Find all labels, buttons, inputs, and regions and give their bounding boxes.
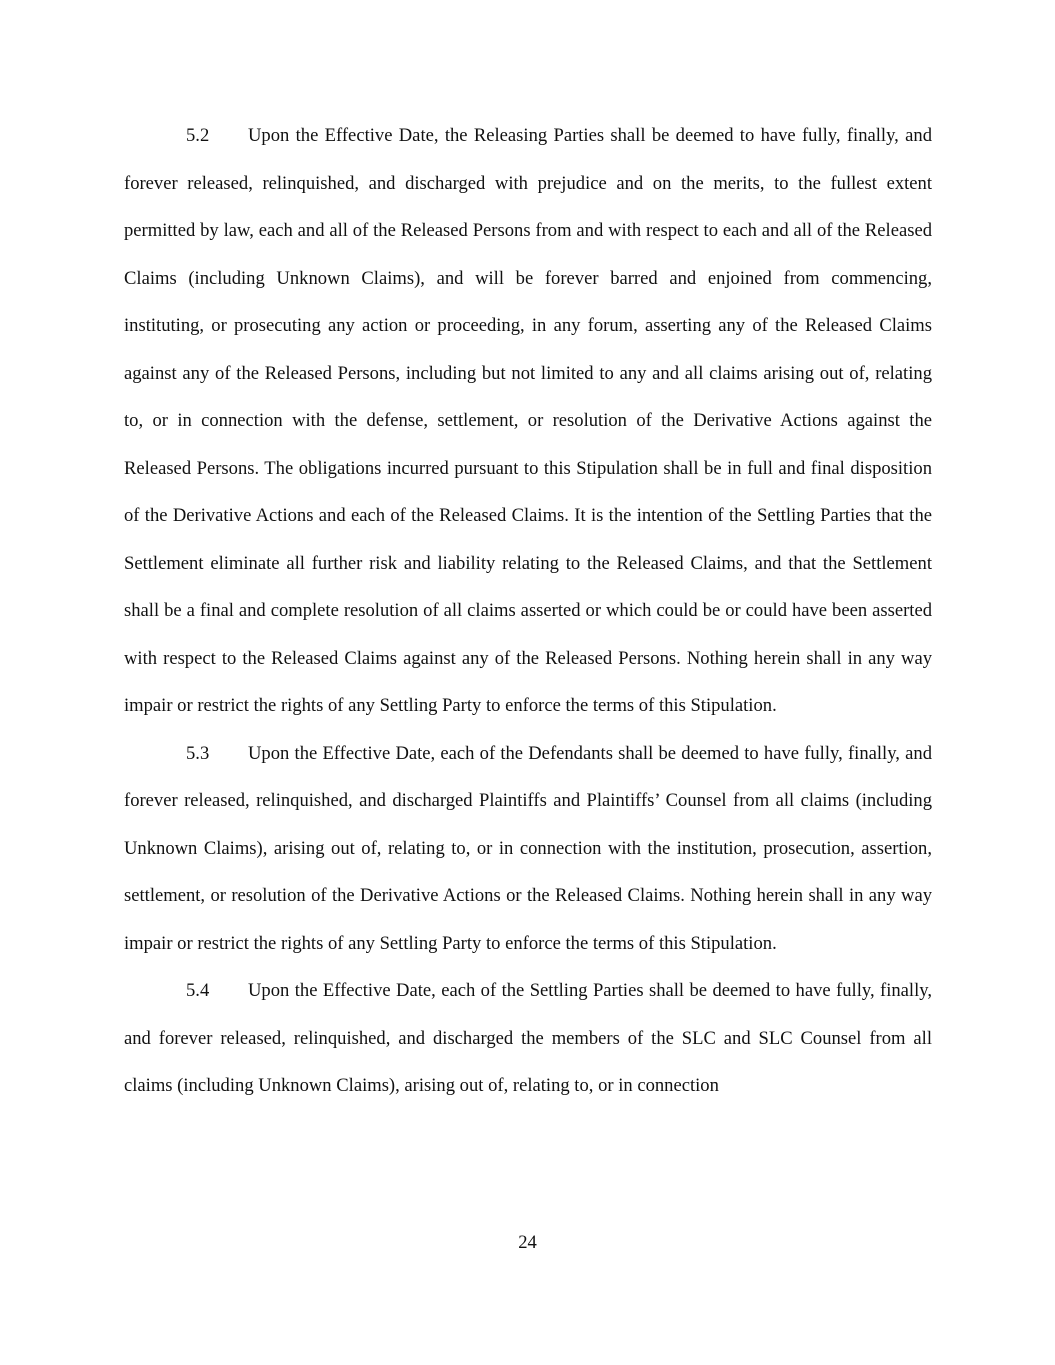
paragraph-text: Upon the Effective Date, each of the Settling Parties shall be deemed to have fully, finally, and forever released, relinquished, and discharged the members of the SLC and SLC Counsel from all claims (including Unknown Claims), arising out of, relating to, or in connection bbox=[124, 980, 932, 1096]
paragraph-number: 5.4 bbox=[186, 980, 210, 1001]
document-body bbox=[124, 112, 932, 1110]
paragraph-5-4 bbox=[124, 967, 932, 1110]
page-number: 24 bbox=[518, 1232, 537, 1253]
paragraph-5-3 bbox=[124, 730, 932, 968]
paragraph-text: Upon the Effective Date, each of the Defendants shall be deemed to have fully, finally, and forever released, relinquished, and discharged Plaintiffs and Plaintiffs’ Counsel from all claims (including Unknown Claims), arising out of, relating to, or in connection with the institution, prosecution, assertion, settlement, or resolution of the Derivative Actions or the Released Claims. Nothing herein shall in any way impair or restrict the rights of any Settling Party to enforce the terms of this Stipulation. bbox=[124, 742, 932, 954]
paragraph-text: Upon the Effective Date, the Releasing Parties shall be deemed to have fully, finally, and forever released, relinquished, and discharged with prejudice and on the merits, to the fullest extent permitted by law, each and all of the Released Persons from and with respect to each and all of the Released Claims (including Unknown Claims), and will be forever barred and enjoined from commencing, instituting, or prosecuting any action or proceeding, in any forum, asserting any of the Released Claims against any of the Released Persons, including but not limited to any and all claims arising out of, relating to, or in connection with the defense, settlement, or resolution of the Derivative Actions against the Released Persons. The obligations incurred pursuant to this Stipulation shall be in full and final disposition of the Derivative Actions and each of the Released Claims. It is the intention of the Settling Parties that the Settlement eliminate all further risk and liability relating to the Released Claims, and that the Settlement shall be a final and complete resolution of all claims asserted or which could be or could have been asserted with respect to the Released Claims against any of the Released Persons. Nothing herein shall in any way impair or restrict the rights of any Settling Party to enforce the terms of this Stipulation. bbox=[124, 125, 932, 716]
paragraph-5-2 bbox=[124, 112, 932, 730]
paragraph-number: 5.3 bbox=[186, 742, 210, 764]
paragraph-number: 5.2 bbox=[186, 125, 210, 146]
